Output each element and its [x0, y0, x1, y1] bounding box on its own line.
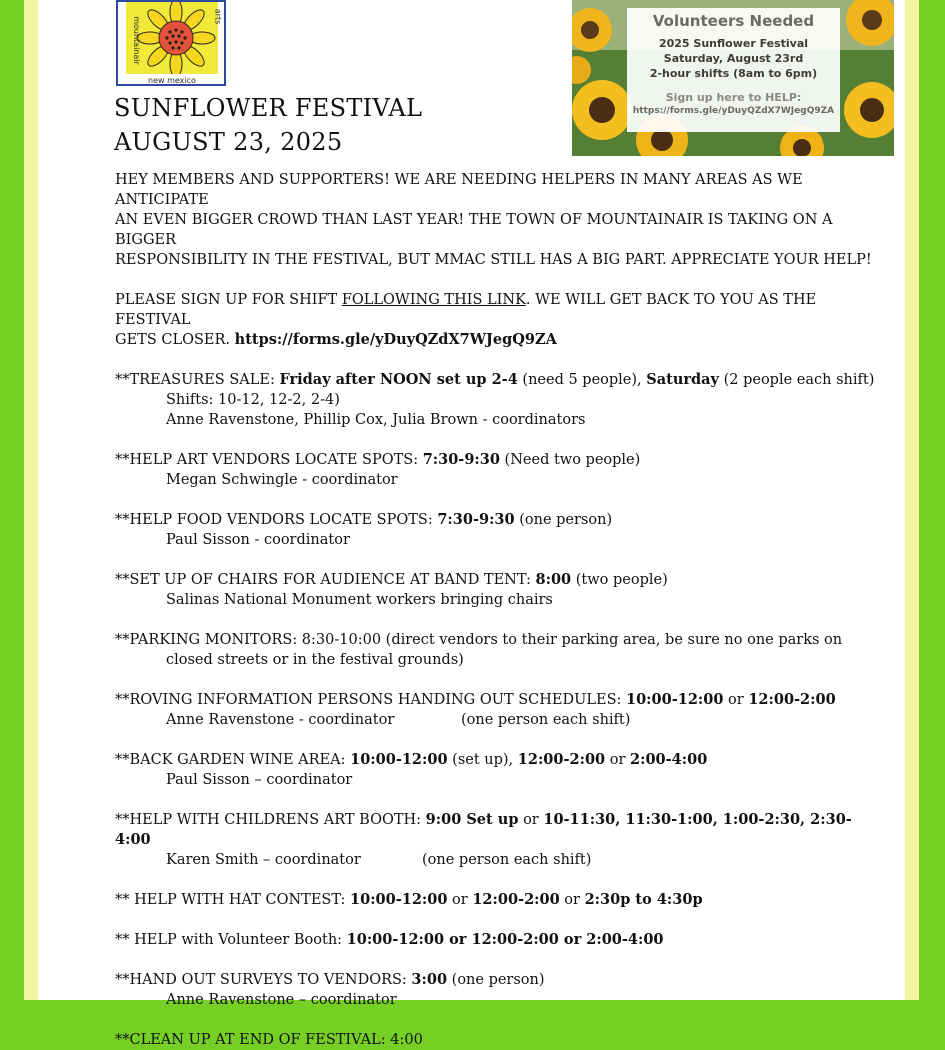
- festival-date: AUGUST 23, 2025: [114, 128, 343, 156]
- roving-or: or: [723, 692, 749, 708]
- signup-line-1: [115, 290, 875, 330]
- hat-shift-2: 12:00-2:00: [472, 891, 560, 908]
- signup-post: . WE WILL GET BACK TO YOU AS THE FESTIVAL: [115, 292, 817, 328]
- task-surveys: [115, 970, 875, 990]
- parking-note: closed streets or in the festival grounds): [166, 652, 464, 668]
- left-border-stripe: [24, 0, 38, 1000]
- treasures-people: (need 5 people),: [517, 372, 647, 388]
- wine-label: **BACK GARDEN WINE AREA:: [115, 752, 351, 768]
- art-vendors-coordinator: Megan Schwingle - coordinator: [166, 472, 398, 488]
- treasures-friday: Friday after NOON set up 2-4: [279, 371, 518, 388]
- hat-or-2: or: [559, 892, 585, 908]
- surveys-people: (one person): [447, 972, 545, 988]
- treasures-shifts: Shifts: 10-12, 12-2, 2-4): [166, 392, 340, 408]
- document-body: [115, 170, 875, 1050]
- children-setup: 9:00 Set up: [425, 811, 519, 828]
- treasures-saturday: Saturday: [646, 371, 719, 388]
- wine-or: or: [605, 752, 631, 768]
- surveys-coordinator: Anne Ravenstone – coordinator: [166, 992, 397, 1008]
- booth-shifts: 10:00-12:00 or 12:00-2:00 or 2:00-4:00: [346, 931, 664, 948]
- poster-url[interactable]: https://forms.gle/yDuyQZdX7WJegQ9ZA: [632, 106, 835, 116]
- task-cleanup: **CLEAN UP AT END OF FESTIVAL: 4:00: [115, 1032, 423, 1048]
- signup-line-2: [115, 330, 875, 350]
- art-vendors-time: 7:30-9:30: [422, 451, 500, 468]
- wine-shift-1: 12:00-2:00: [517, 751, 606, 768]
- hat-label: ** HELP WITH HAT CONTEST:: [115, 892, 351, 908]
- task-parking: **PARKING MONITORS: 8:30-10:00 (direct vendors to their parking area, be sure no one parks on: [115, 632, 843, 648]
- wine-shift-2: 2:00-4:00: [630, 751, 708, 768]
- festival-title: SUNFLOWER FESTIVAL: [114, 94, 423, 122]
- roving-coordinator-line: [115, 710, 875, 730]
- children-coordinator: Karen Smith – coordinator: [166, 852, 361, 868]
- hat-or-1: or: [447, 892, 473, 908]
- food-vendors-time: 7:30-9:30: [437, 511, 515, 528]
- food-vendors-coordinator: Paul Sisson - coordinator: [166, 532, 350, 548]
- surveys-time: 3:00: [411, 971, 448, 988]
- hat-shift-3: 2:30p to 4:30p: [584, 891, 703, 908]
- chairs-note: Salinas National Monument workers bringing chairs: [166, 592, 553, 608]
- treasures-per-shift: (2 people each shift): [718, 372, 875, 388]
- poster-signup: Sign up here to HELP:: [665, 91, 802, 104]
- task-volunteer-booth: [115, 930, 875, 950]
- roving-note: (one person each shift): [461, 712, 631, 728]
- food-vendors-people: (one person): [514, 512, 613, 528]
- task-children: [115, 810, 875, 850]
- surveys-label: **HAND OUT SURVEYS TO VENDORS:: [115, 972, 412, 988]
- hat-shift-1: 10:00-12:00: [350, 891, 448, 908]
- poster-date: Saturday, August 23rd: [663, 52, 804, 65]
- task-art-vendors: [115, 450, 875, 470]
- intro-line-3: RESPONSIBILITY IN THE FESTIVAL, BUT MMAC STILL HAS A BIG PART. APPRECIATE YOUR HELP!: [115, 252, 872, 268]
- poster-festival: 2025 Sunflower Festival: [658, 37, 809, 50]
- children-shifts: 10-11:30, 11:30-1:00, 1:00-2:30, 2:30-4:00: [115, 811, 852, 848]
- roving-label: **ROVING INFORMATION PERSONS HANDING OUT SCHEDULES:: [115, 692, 626, 708]
- treasures-coordinators: Anne Ravenstone, Phillip Cox, Julia Brown - coordinators: [166, 412, 586, 428]
- roving-coordinator: Anne Ravenstone - coordinator: [166, 712, 395, 728]
- wine-setup-time: 10:00-12:00: [350, 751, 448, 768]
- task-treasures: [115, 370, 875, 390]
- wine-coordinator: Paul Sisson – coordinator: [166, 772, 353, 788]
- signup-link[interactable]: FOLLOWING THIS LINK: [341, 292, 526, 308]
- children-or: or: [518, 812, 544, 828]
- treasures-label: **TREASURES SALE:: [115, 372, 280, 388]
- intro-line-2: AN EVEN BIGGER CROWD THAN LAST YEAR! THE TOWN OF MOUNTAINAIR IS TAKING ON A BIGGER: [115, 212, 833, 248]
- children-label: **HELP WITH CHILDRENS ART BOOTH:: [115, 812, 426, 828]
- chairs-label: **SET UP OF CHAIRS FOR AUDIENCE AT BAND TENT:: [115, 572, 536, 588]
- task-food-vendors: [115, 510, 875, 530]
- mmac-logo: [116, 0, 226, 86]
- art-vendors-people: (Need two people): [499, 452, 641, 468]
- logo-left-text: mountainair: [131, 16, 141, 65]
- logo-bottom-text: new mexico: [148, 76, 196, 85]
- food-vendors-label: **HELP FOOD VENDORS LOCATE SPOTS:: [115, 512, 438, 528]
- chairs-time: 8:00: [535, 571, 572, 588]
- volunteer-poster-image: [572, 0, 894, 156]
- poster-shifts: 2-hour shifts (8am to 6pm): [649, 67, 818, 80]
- roving-shift-1: 10:00-12:00: [626, 691, 724, 708]
- signup-line2-pre: GETS CLOSER.: [115, 332, 235, 348]
- signup-pre: PLEASE SIGN UP FOR SHIFT: [115, 292, 342, 308]
- task-chairs: [115, 570, 875, 590]
- logo-right-text: arts: [213, 8, 223, 25]
- wine-setup: (set up),: [447, 752, 518, 768]
- task-wine: [115, 750, 875, 770]
- art-vendors-label: **HELP ART VENDORS LOCATE SPOTS:: [115, 452, 423, 468]
- children-coordinator-line: [115, 850, 875, 870]
- booth-label: ** HELP with Volunteer Booth:: [115, 932, 347, 948]
- task-roving: [115, 690, 875, 710]
- poster-title: Volunteers Needed: [652, 12, 815, 30]
- children-note: (one person each shift): [422, 852, 592, 868]
- poster-text-card: [627, 8, 840, 132]
- signup-url[interactable]: https://forms.gle/yDuyQZdX7WJegQ9ZA: [234, 331, 557, 348]
- roving-shift-2: 12:00-2:00: [748, 691, 836, 708]
- right-border-stripe: [905, 0, 919, 1000]
- chairs-people: (two people): [571, 572, 668, 588]
- task-hat: [115, 890, 875, 910]
- intro-line-1: HEY MEMBERS AND SUPPORTERS! WE ARE NEEDING HELPERS IN MANY AREAS AS WE ANTICIPATE: [115, 172, 803, 208]
